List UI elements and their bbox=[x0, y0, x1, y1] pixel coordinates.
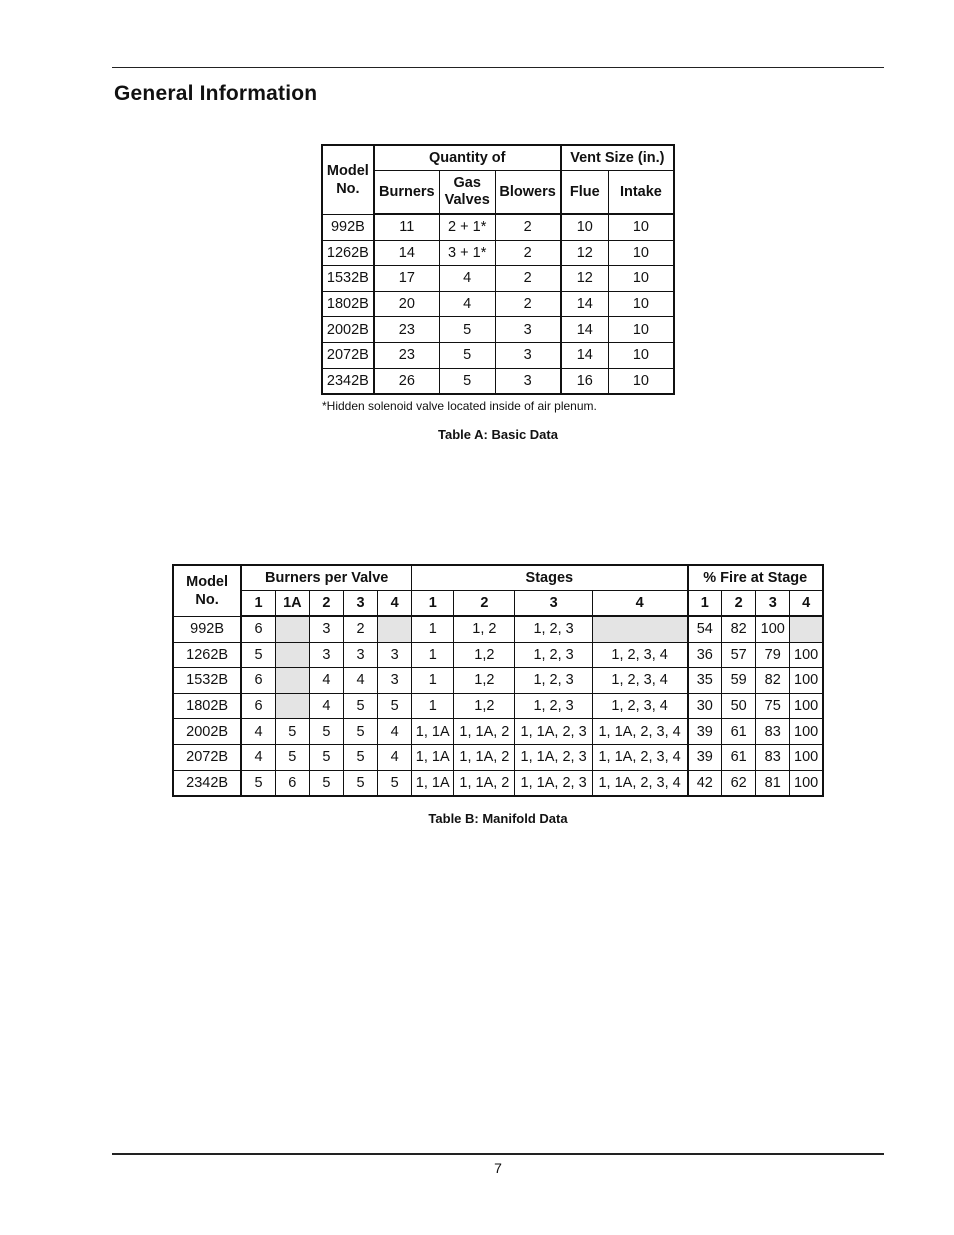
table-cell: 6 bbox=[241, 616, 275, 642]
table-cell: 6 bbox=[275, 770, 309, 796]
header-gas-valves: Gas Valves bbox=[439, 171, 495, 215]
table-cell: 2002B bbox=[173, 719, 241, 745]
table-cell: 11 bbox=[374, 214, 440, 240]
table-cell: 992B bbox=[322, 214, 374, 240]
header-valve-4: 4 bbox=[378, 591, 412, 617]
table-row bbox=[173, 744, 823, 770]
table-cell: 61 bbox=[722, 744, 756, 770]
table-cell: 4 bbox=[309, 693, 343, 719]
table-cell: 1, 2, 3, 4 bbox=[592, 693, 687, 719]
table-cell: 10 bbox=[561, 214, 609, 240]
table-cell: 1802B bbox=[322, 291, 374, 317]
table-cell: 1262B bbox=[173, 642, 241, 668]
table-row bbox=[322, 266, 674, 292]
header-burners: Burners bbox=[374, 171, 440, 215]
table-cell: 5 bbox=[439, 342, 495, 368]
table-cell: 4 bbox=[241, 744, 275, 770]
table-cell: 4 bbox=[378, 719, 412, 745]
header-valve-1: 1 bbox=[241, 591, 275, 617]
table-row bbox=[173, 642, 823, 668]
header-valve-2: 2 bbox=[309, 591, 343, 617]
table-cell: 1, 1A bbox=[412, 744, 454, 770]
table-row bbox=[322, 240, 674, 266]
table-cell: 100 bbox=[790, 719, 823, 745]
table-cell: 1532B bbox=[322, 266, 374, 292]
table-cell: 100 bbox=[790, 693, 823, 719]
header-stage-3: 3 bbox=[515, 591, 592, 617]
table-cell: 82 bbox=[756, 668, 790, 694]
table-row bbox=[322, 291, 674, 317]
table-cell: 2342B bbox=[322, 368, 374, 394]
table-cell: 61 bbox=[722, 719, 756, 745]
table-cell: 50 bbox=[722, 693, 756, 719]
header-quantity-of: Quantity of bbox=[374, 145, 561, 171]
header-fire-4: 4 bbox=[790, 591, 823, 617]
table-cell bbox=[378, 616, 412, 642]
table-cell: 1262B bbox=[322, 240, 374, 266]
table-cell: 1,2 bbox=[454, 668, 515, 694]
table-cell: 5 bbox=[309, 744, 343, 770]
footer-rule bbox=[112, 1153, 884, 1155]
table-cell bbox=[790, 616, 823, 642]
table-cell: 39 bbox=[688, 744, 722, 770]
table-cell bbox=[275, 616, 309, 642]
page-number: 7 bbox=[494, 1160, 502, 1176]
table-cell: 1, 1A, 2, 3 bbox=[515, 770, 592, 796]
table-cell bbox=[275, 693, 309, 719]
table-cell: 1802B bbox=[173, 693, 241, 719]
header-stage-4: 4 bbox=[592, 591, 687, 617]
table-cell: 2 bbox=[495, 240, 561, 266]
table-cell: 1, 1A, 2 bbox=[454, 770, 515, 796]
table-cell: 992B bbox=[173, 616, 241, 642]
table-cell: 1, 2, 3 bbox=[515, 642, 592, 668]
table-cell: 100 bbox=[790, 642, 823, 668]
table-row bbox=[173, 616, 823, 642]
table-cell: 5 bbox=[309, 719, 343, 745]
table-cell: 5 bbox=[275, 719, 309, 745]
table-cell: 5 bbox=[241, 642, 275, 668]
header-fire-2: 2 bbox=[722, 591, 756, 617]
table-cell: 2 bbox=[343, 616, 377, 642]
table-cell: 1, 1A, 2 bbox=[454, 719, 515, 745]
table-cell: 1, 1A bbox=[412, 719, 454, 745]
table-cell: 14 bbox=[561, 317, 609, 343]
page-title: General Information bbox=[114, 82, 318, 105]
table-cell: 10 bbox=[608, 266, 674, 292]
table-cell: 36 bbox=[688, 642, 722, 668]
table-b-caption: Table B: Manifold Data bbox=[428, 811, 568, 826]
header-fire-3: 3 bbox=[756, 591, 790, 617]
table-cell: 3 bbox=[378, 668, 412, 694]
table-cell: 10 bbox=[608, 317, 674, 343]
table-cell: 6 bbox=[241, 668, 275, 694]
table-cell: 4 bbox=[343, 668, 377, 694]
header-rule bbox=[112, 67, 884, 68]
header-valve-3: 3 bbox=[343, 591, 377, 617]
table-cell: 14 bbox=[374, 240, 440, 266]
table-row bbox=[322, 214, 674, 240]
table-cell: 100 bbox=[756, 616, 790, 642]
header-blowers: Blowers bbox=[495, 171, 561, 215]
table-cell: 35 bbox=[688, 668, 722, 694]
table-cell: 100 bbox=[790, 770, 823, 796]
header-vent-size: Vent Size (in.) bbox=[561, 145, 674, 171]
header-intake: Intake bbox=[608, 171, 674, 215]
header-valve-1a: 1A bbox=[275, 591, 309, 617]
table-cell: 2002B bbox=[322, 317, 374, 343]
table-cell: 57 bbox=[722, 642, 756, 668]
table-cell: 5 bbox=[241, 770, 275, 796]
table-cell: 1, 2, 3, 4 bbox=[592, 668, 687, 694]
table-cell: 1, 1A, 2, 3, 4 bbox=[592, 744, 687, 770]
table-cell: 12 bbox=[561, 240, 609, 266]
table-row bbox=[322, 317, 674, 343]
header-model-no: Model No. bbox=[173, 565, 241, 616]
table-cell: 1532B bbox=[173, 668, 241, 694]
table-cell: 10 bbox=[608, 342, 674, 368]
table-cell: 5 bbox=[439, 317, 495, 343]
table-cell: 14 bbox=[561, 342, 609, 368]
table-cell: 5 bbox=[439, 368, 495, 394]
table-cell: 1 bbox=[412, 693, 454, 719]
table-cell: 4 bbox=[439, 291, 495, 317]
table-a-caption: Table A: Basic Data bbox=[438, 427, 558, 442]
table-cell: 1 bbox=[412, 642, 454, 668]
table-cell: 1 bbox=[412, 668, 454, 694]
table-cell: 1, 1A bbox=[412, 770, 454, 796]
table-cell: 2 bbox=[495, 214, 561, 240]
table-row bbox=[173, 668, 823, 694]
table-cell: 4 bbox=[378, 744, 412, 770]
table-cell: 3 bbox=[495, 317, 561, 343]
table-cell: 5 bbox=[343, 719, 377, 745]
table-cell: 10 bbox=[608, 240, 674, 266]
table-row bbox=[173, 719, 823, 745]
table-cell: 2072B bbox=[322, 342, 374, 368]
table-cell: 79 bbox=[756, 642, 790, 668]
table-cell: 100 bbox=[790, 744, 823, 770]
table-cell: 62 bbox=[722, 770, 756, 796]
table-cell: 14 bbox=[561, 291, 609, 317]
table-cell: 1, 2, 3, 4 bbox=[592, 642, 687, 668]
table-cell: 5 bbox=[378, 693, 412, 719]
table-cell: 26 bbox=[374, 368, 440, 394]
table-cell: 3 + 1* bbox=[439, 240, 495, 266]
table-cell: 10 bbox=[608, 214, 674, 240]
header-stage-1: 1 bbox=[412, 591, 454, 617]
table-cell: 1, 1A, 2, 3 bbox=[515, 719, 592, 745]
table-row bbox=[322, 342, 674, 368]
table-cell: 100 bbox=[790, 668, 823, 694]
table-row bbox=[173, 770, 823, 796]
table-cell: 1, 1A, 2, 3, 4 bbox=[592, 719, 687, 745]
table-cell: 3 bbox=[343, 642, 377, 668]
table-cell: 5 bbox=[378, 770, 412, 796]
table-cell: 2342B bbox=[173, 770, 241, 796]
table-cell: 2072B bbox=[173, 744, 241, 770]
table-cell: 1, 2 bbox=[454, 616, 515, 642]
table-cell: 82 bbox=[722, 616, 756, 642]
header-stage-2: 2 bbox=[454, 591, 515, 617]
table-cell: 2 bbox=[495, 291, 561, 317]
table-a-footnote: *Hidden solenoid valve located inside of air plenum. bbox=[322, 399, 597, 413]
table-cell: 81 bbox=[756, 770, 790, 796]
table-cell: 1,2 bbox=[454, 642, 515, 668]
table-cell bbox=[275, 668, 309, 694]
table-cell: 1, 2, 3 bbox=[515, 693, 592, 719]
table-cell: 3 bbox=[495, 342, 561, 368]
table-cell: 16 bbox=[561, 368, 609, 394]
header-stages: Stages bbox=[412, 565, 688, 591]
table-cell: 17 bbox=[374, 266, 440, 292]
table-cell: 1, 2, 3 bbox=[515, 668, 592, 694]
table-cell: 5 bbox=[309, 770, 343, 796]
table-cell: 1, 2, 3 bbox=[515, 616, 592, 642]
table-cell: 1, 1A, 2, 3, 4 bbox=[592, 770, 687, 796]
table-cell: 4 bbox=[309, 668, 343, 694]
table-cell: 3 bbox=[309, 616, 343, 642]
table-cell: 4 bbox=[439, 266, 495, 292]
table-cell bbox=[275, 642, 309, 668]
table-cell: 12 bbox=[561, 266, 609, 292]
table-cell: 83 bbox=[756, 744, 790, 770]
table-cell: 5 bbox=[343, 693, 377, 719]
basic-data-table bbox=[321, 144, 675, 395]
manifold-data-table bbox=[172, 564, 824, 797]
table-cell: 30 bbox=[688, 693, 722, 719]
table-cell: 10 bbox=[608, 368, 674, 394]
table-cell: 59 bbox=[722, 668, 756, 694]
table-cell: 2 bbox=[495, 266, 561, 292]
header-model-no: Model No. bbox=[322, 145, 374, 214]
table-cell: 75 bbox=[756, 693, 790, 719]
table-cell: 10 bbox=[608, 291, 674, 317]
table-row bbox=[322, 368, 674, 394]
table-cell: 42 bbox=[688, 770, 722, 796]
table-cell bbox=[592, 616, 687, 642]
table-row bbox=[173, 693, 823, 719]
table-cell: 6 bbox=[241, 693, 275, 719]
table-cell: 3 bbox=[495, 368, 561, 394]
table-cell: 2 + 1* bbox=[439, 214, 495, 240]
table-cell: 4 bbox=[241, 719, 275, 745]
header-flue: Flue bbox=[561, 171, 609, 215]
header-fire-1: 1 bbox=[688, 591, 722, 617]
table-cell: 54 bbox=[688, 616, 722, 642]
table-cell: 3 bbox=[378, 642, 412, 668]
table-cell: 3 bbox=[309, 642, 343, 668]
header-burners-per-valve: Burners per Valve bbox=[241, 565, 411, 591]
table-cell: 39 bbox=[688, 719, 722, 745]
table-cell: 5 bbox=[343, 770, 377, 796]
table-cell: 23 bbox=[374, 342, 440, 368]
table-cell: 1,2 bbox=[454, 693, 515, 719]
table-cell: 83 bbox=[756, 719, 790, 745]
table-cell: 1 bbox=[412, 616, 454, 642]
table-cell: 1, 1A, 2, 3 bbox=[515, 744, 592, 770]
table-cell: 20 bbox=[374, 291, 440, 317]
header-fire-at-stage: % Fire at Stage bbox=[688, 565, 824, 591]
table-cell: 5 bbox=[275, 744, 309, 770]
table-cell: 5 bbox=[343, 744, 377, 770]
table-cell: 23 bbox=[374, 317, 440, 343]
table-cell: 1, 1A, 2 bbox=[454, 744, 515, 770]
